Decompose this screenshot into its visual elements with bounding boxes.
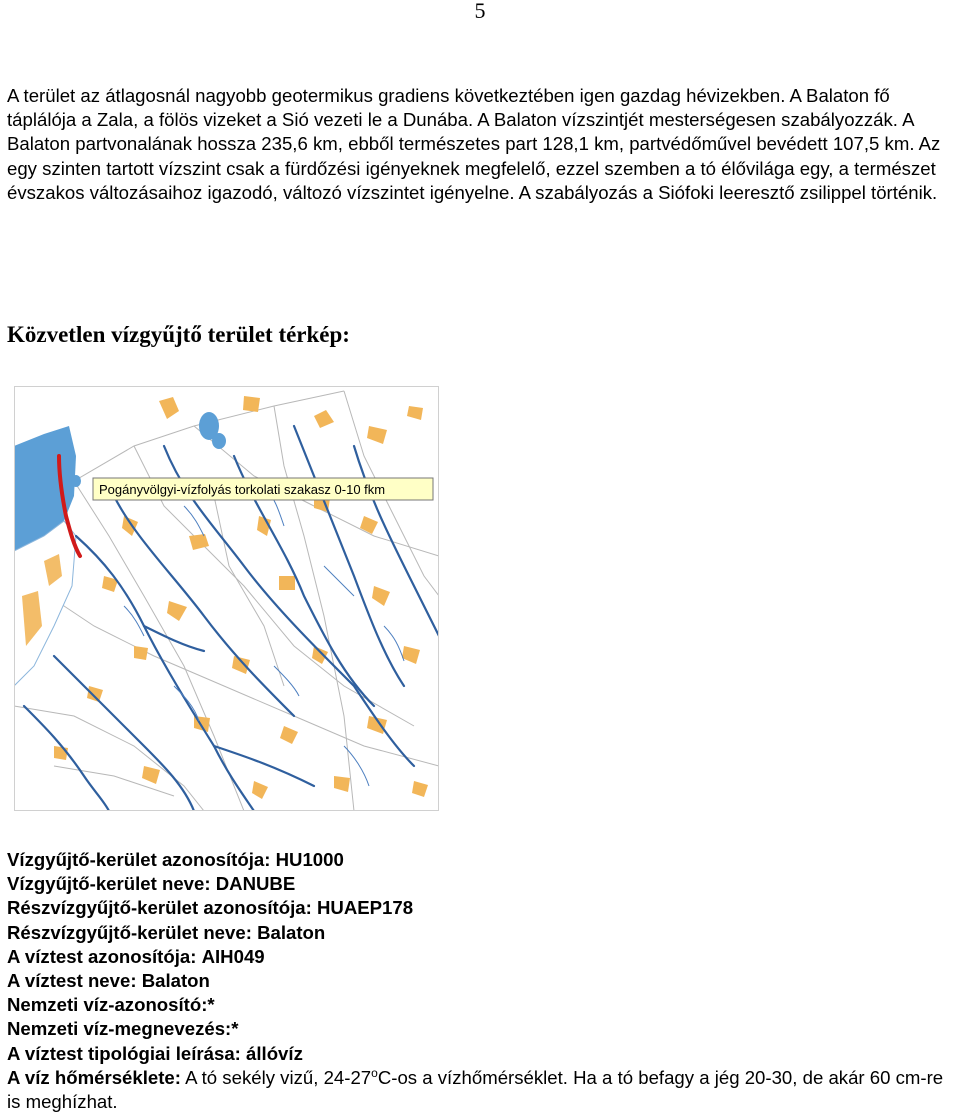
detail-row bbox=[7, 1017, 957, 1041]
detail-label: Részvízgyűjtő-kerület neve: bbox=[7, 921, 252, 943]
detail-value: Balaton bbox=[141, 970, 210, 992]
detail-label: A víztest azonosítója: bbox=[7, 945, 197, 967]
intro-paragraph: A terület az átlagosnál nagyobb geotermikus gradiens következtében igen gazdag hévizekben. A Balaton fő táplálója a Zala, a fölös vizeket a Sió vezeti le a Dunába. A Balaton vízszintjét mesterségesen szabályozzák. A Balaton partvonalának hossza 235,6 km, ebből természetes part 128,1 km, partvédőművel bevédett 107,5 km. Az egy szinten tartott vízszint csak a fürdőzési igényeknek megfelelő, ezzel szemben a tó élővilága egy, a természet évszakos változásaihoz igazodó, változó vízszintet igényelne. A szabályozás a Siófoki leeresztő zsilippel történik. bbox=[7, 85, 941, 203]
catchment-map-svg bbox=[14, 386, 439, 811]
detail-row bbox=[7, 872, 957, 896]
temperature-label: A víz hőmérséklete: bbox=[7, 1066, 181, 1088]
detail-value: DANUBE bbox=[215, 873, 296, 895]
detail-label: A víztest neve: bbox=[7, 970, 137, 992]
detail-label: Vízgyűjtő-kerület azonosítója: bbox=[7, 849, 271, 870]
waterbody-details bbox=[7, 848, 957, 1114]
page-number: 5 bbox=[474, 0, 486, 23]
catchment-map bbox=[14, 386, 439, 811]
temperature-row bbox=[7, 1066, 957, 1114]
map-label: Pogányvölgyi-vízfolyás torkolati szakasz 0-10 fkm bbox=[99, 482, 386, 497]
detail-row bbox=[7, 921, 957, 945]
degree-superscript: o bbox=[371, 1065, 378, 1080]
detail-row bbox=[7, 848, 957, 872]
detail-row bbox=[7, 945, 957, 969]
detail-value: Balaton bbox=[257, 921, 326, 943]
detail-label: Nemzeti víz-megnevezés:* bbox=[7, 1018, 239, 1040]
detail-value: AIH049 bbox=[201, 945, 265, 967]
temperature-text: A tó sekély vizű, 24-27 bbox=[185, 1066, 372, 1088]
detail-label: Vízgyűjtő-kerület neve: bbox=[7, 873, 211, 895]
detail-value: HU1000 bbox=[275, 849, 344, 870]
detail-row bbox=[7, 1042, 957, 1066]
temperature-text-continued: C-os a vízhőmérséklet. Ha a tó befagy a jég 20-30, de akár 60 cm-re is meghízhat. bbox=[7, 1066, 944, 1113]
detail-row bbox=[7, 969, 957, 993]
detail-row bbox=[7, 993, 957, 1017]
detail-row bbox=[7, 896, 957, 920]
detail-value: HUAEP178 bbox=[316, 897, 414, 919]
detail-label: Nemzeti víz-azonosító:* bbox=[7, 994, 215, 1016]
section-heading: Közvetlen vízgyűjtő terület térkép: bbox=[7, 322, 350, 347]
detail-value: állóvíz bbox=[246, 1042, 303, 1064]
detail-label: A víztest tipológiai leírása: bbox=[7, 1042, 241, 1064]
detail-label: Részvízgyűjtő-kerület azonosítója: bbox=[7, 897, 312, 919]
pond bbox=[212, 433, 226, 449]
pond bbox=[71, 475, 81, 487]
